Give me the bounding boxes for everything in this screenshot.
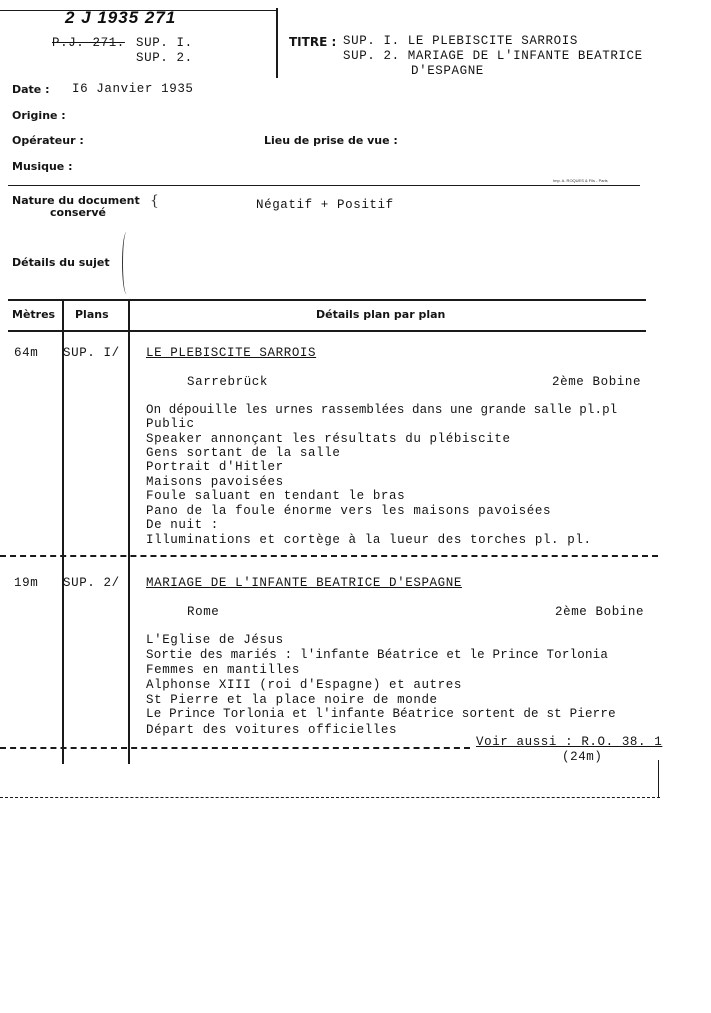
section-2-line: L'Eglise de Jésus [146, 633, 284, 647]
table-top-rule [8, 299, 646, 301]
table-col-divider-2 [128, 300, 130, 764]
section-2-line: Départ des voitures officielles [146, 723, 398, 737]
section-1-line: De nuit : [146, 518, 219, 532]
section-1-title: LE PLEBISCITE SARROIS [146, 346, 317, 360]
table-col-divider-1 [62, 300, 64, 764]
section-2-line: Alphonse XIII (roi d'Espagne) et autres [146, 678, 462, 692]
col-header-metres: Mètres [12, 308, 56, 321]
page-bottom-dash [0, 797, 660, 798]
sup-line-2: SUP. 2. [136, 51, 193, 65]
section-1-place: Sarrebrück [187, 375, 269, 389]
section-2-line: Sortie des mariés : l'infante Béatrice et le Prince Torlonia [146, 648, 609, 662]
section-1-line: Speaker annonçant les résultats du plébiscite [146, 432, 511, 446]
page-right-tick [658, 760, 659, 798]
musique-label: Musique : [12, 160, 73, 173]
section-1-plan: SUP. I/ [63, 346, 120, 360]
section-1-bobine: 2ème Bobine [552, 375, 642, 389]
titre-line-2: SUP. 2. MARIAGE DE L'INFANTE BEATRICE [343, 49, 643, 63]
section-1-line: On dépouille les urnes rassemblées dans une grande salle pl.pl [146, 403, 618, 417]
section-2-line: Femmes en mantilles [146, 663, 300, 677]
titre-line-1: SUP. I. LE PLEBISCITE SARROIS [343, 34, 578, 48]
section-1-line: Gens sortant de la salle [146, 446, 341, 460]
date-label: Date : [12, 83, 50, 96]
date-value: I6 Janvier 1935 [72, 82, 194, 96]
section-2-title: MARIAGE DE L'INFANTE BEATRICE D'ESPAGNE [146, 576, 462, 590]
section-bottom-divider [0, 747, 470, 749]
section-2-line: St Pierre et la place noire de monde [146, 693, 438, 707]
imprint: Imp. A. ROQUES & Fils - Paris [553, 178, 608, 183]
details-brace [122, 232, 131, 294]
titre-label: TITRE : [289, 35, 337, 49]
col-header-details: Détails plan par plan [316, 308, 446, 321]
section-divider [0, 555, 658, 557]
section-1-line: Foule saluant en tendant le bras [146, 489, 406, 503]
meta-divider [8, 185, 640, 186]
section-2-metres: 19m [14, 576, 39, 590]
section-2-line: Le Prince Torlonia et l'infante Béatrice sortent de st Pierre [146, 707, 616, 721]
handwritten-reference: 2 J 1935 271 [65, 8, 177, 27]
voir-aussi-note: Voir aussi : R.O. 38. 1 [476, 735, 663, 749]
section-1-line: Maisons pavoisées [146, 475, 284, 489]
ref-box-right [276, 8, 278, 78]
section-1-line: Pano de la foule énorme vers les maisons pavoisées [146, 504, 552, 518]
total-length: (24m) [562, 750, 603, 764]
col-header-plans: Plans [75, 308, 109, 321]
nature-label-2: conservé [50, 206, 106, 219]
details-sujet-label: Détails du sujet [12, 256, 110, 269]
titre-line-3: D'ESPAGNE [411, 64, 484, 78]
nature-label-1: Nature du document [12, 194, 140, 207]
origine-label: Origine : [12, 109, 66, 122]
struck-reference: P.J. 271. [52, 36, 125, 50]
section-1-line: Portrait d'Hitler [146, 460, 284, 474]
lieu-label: Lieu de prise de vue : [264, 134, 398, 147]
section-2-place: Rome [187, 605, 220, 619]
operateur-label: Opérateur : [12, 134, 84, 147]
sup-line-1: SUP. I. [136, 36, 193, 50]
nature-brace: { [150, 193, 159, 209]
section-2-plan: SUP. 2/ [63, 576, 120, 590]
section-1-line: Public [146, 417, 195, 431]
nature-value: Négatif + Positif [256, 198, 394, 212]
section-2-bobine: 2ème Bobine [555, 605, 645, 619]
section-1-line: Illuminations et cortège à la lueur des torches pl. pl. [146, 533, 592, 547]
table-header-rule [8, 330, 646, 332]
section-1-metres: 64m [14, 346, 39, 360]
